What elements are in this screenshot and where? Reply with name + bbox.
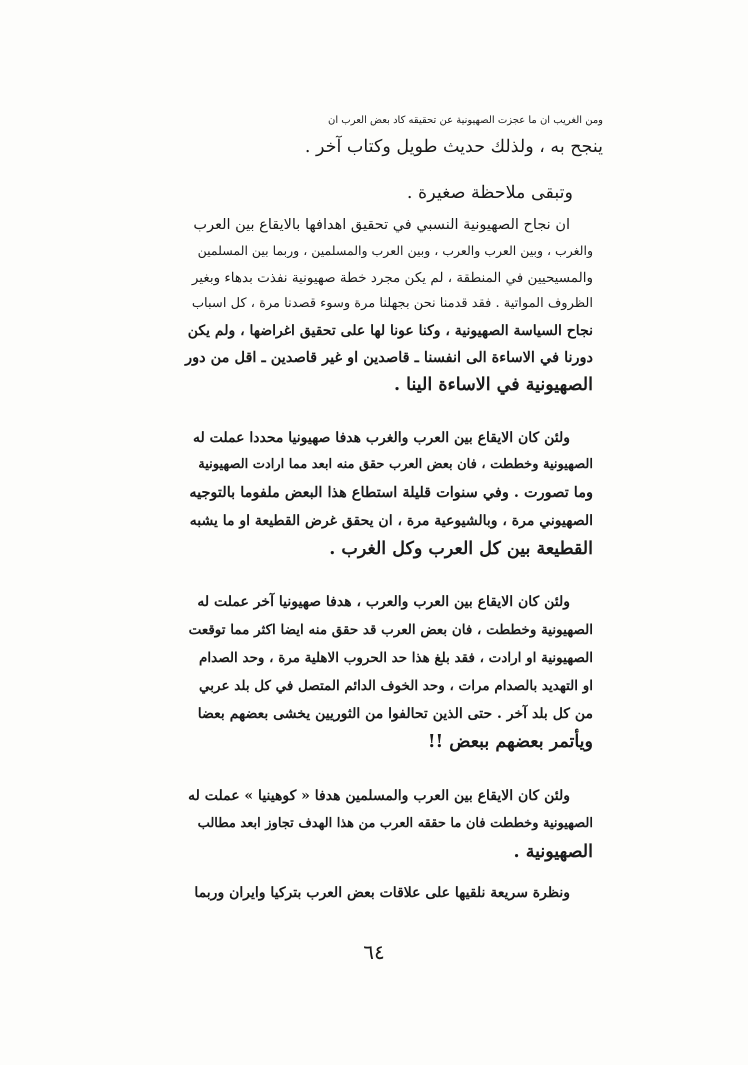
text-line: ومن الغريب ان ما عجزت الصهيونية عن تحقيقه كاد بعض العرب ان	[328, 115, 603, 126]
text-line: ينجح به ، ولذلك حديث طويل وكتاب آخر .	[304, 137, 603, 157]
text-line: الصهيونية وخططت فان ما حققه العرب من هذا الهدف تجاوز ابعد مطالب	[197, 816, 593, 831]
text-line: نجاح السياسة الصهيونية ، وكنا عونا لها على تحقيق اغراضها ، ولم يكن	[187, 323, 593, 339]
text-line: الصهيونية او ارادت ، فقد بلغ هذا حد الحروب الاهلية مرة ، وحد الصدام	[199, 650, 593, 666]
text-line: الظروف المواتية . فقد قدمنا نحن بجهلنا مرة وسوء قصدنا مرة ، كل اسباب	[191, 296, 593, 311]
text-line: الصهيونية .	[513, 842, 593, 862]
text-line: وتبقى ملاحظة صغيرة .	[406, 183, 573, 203]
text-line: الصهيونية وخططت ، فان بعض العرب قد حقق منه ايضا اكثر مما توقعت	[188, 622, 593, 638]
text-line: وما تصورت . وفي سنوات قليلة استطاع هذا البعض ملفوما بالتوجيه	[189, 484, 593, 501]
text-line: والمسيحيين في المنطقة ، لم يكن مجرد خطة صهيونية نفذت بدهاء وبغير	[191, 270, 593, 286]
text-line: ان نجاح الصهيونية النسبي في تحقيق اهدافها بالايقاع بين العرب	[193, 217, 570, 233]
text-line: ويأتمر بعضهم ببعض !!	[427, 732, 593, 752]
text-line: ولئن كان الايقاع بين العرب والغرب هدفا صهيونيا محددا عملت له	[193, 430, 570, 446]
page-number: ٦٤	[363, 940, 385, 964]
text-line: ولئن كان الايقاع بين العرب والعرب ، هدفا صهيونيا آخر عملت له	[197, 594, 570, 610]
text-line: الصهيونية في الاساءة الينا .	[393, 375, 593, 395]
text-line: والغرب ، وبين العرب والعرب ، وبين العرب والمسلمين ، وربما بين المسلمين	[197, 243, 593, 258]
text-line: ونظرة سريعة نلقيها على علاقات بعض العرب بتركيا وايران وربما	[194, 885, 570, 901]
text-line: او التهديد بالصدام مرات ، وحد الخوف الدائم المتصل في كل بلد عربي	[199, 678, 593, 694]
text-line: الصهيونية وخططت ، فان بعض العرب حقق منه ابعد مما ارادت الصهيونية	[198, 457, 593, 472]
text-line: القطيعة بين كل العرب وكل الغرب .	[329, 539, 593, 559]
text-line: دورنا في الاساءة الى انفسنا ـ قاصدين او غير قاصدين ـ اقل من دور	[185, 349, 593, 366]
text-line: ولئن كان الايقاع بين العرب والمسلمين هدفا « كوهينيا » عملت له	[188, 788, 570, 804]
text-line: الصهيوني مرة ، وبالشيوعية مرة ، ان يحقق غرض القطيعة او ما يشبه	[189, 513, 593, 529]
text-line: من كل بلد آخر . حتى الذين تحالفوا من الثوريين يخشى بعضهم بعضا	[197, 706, 593, 722]
